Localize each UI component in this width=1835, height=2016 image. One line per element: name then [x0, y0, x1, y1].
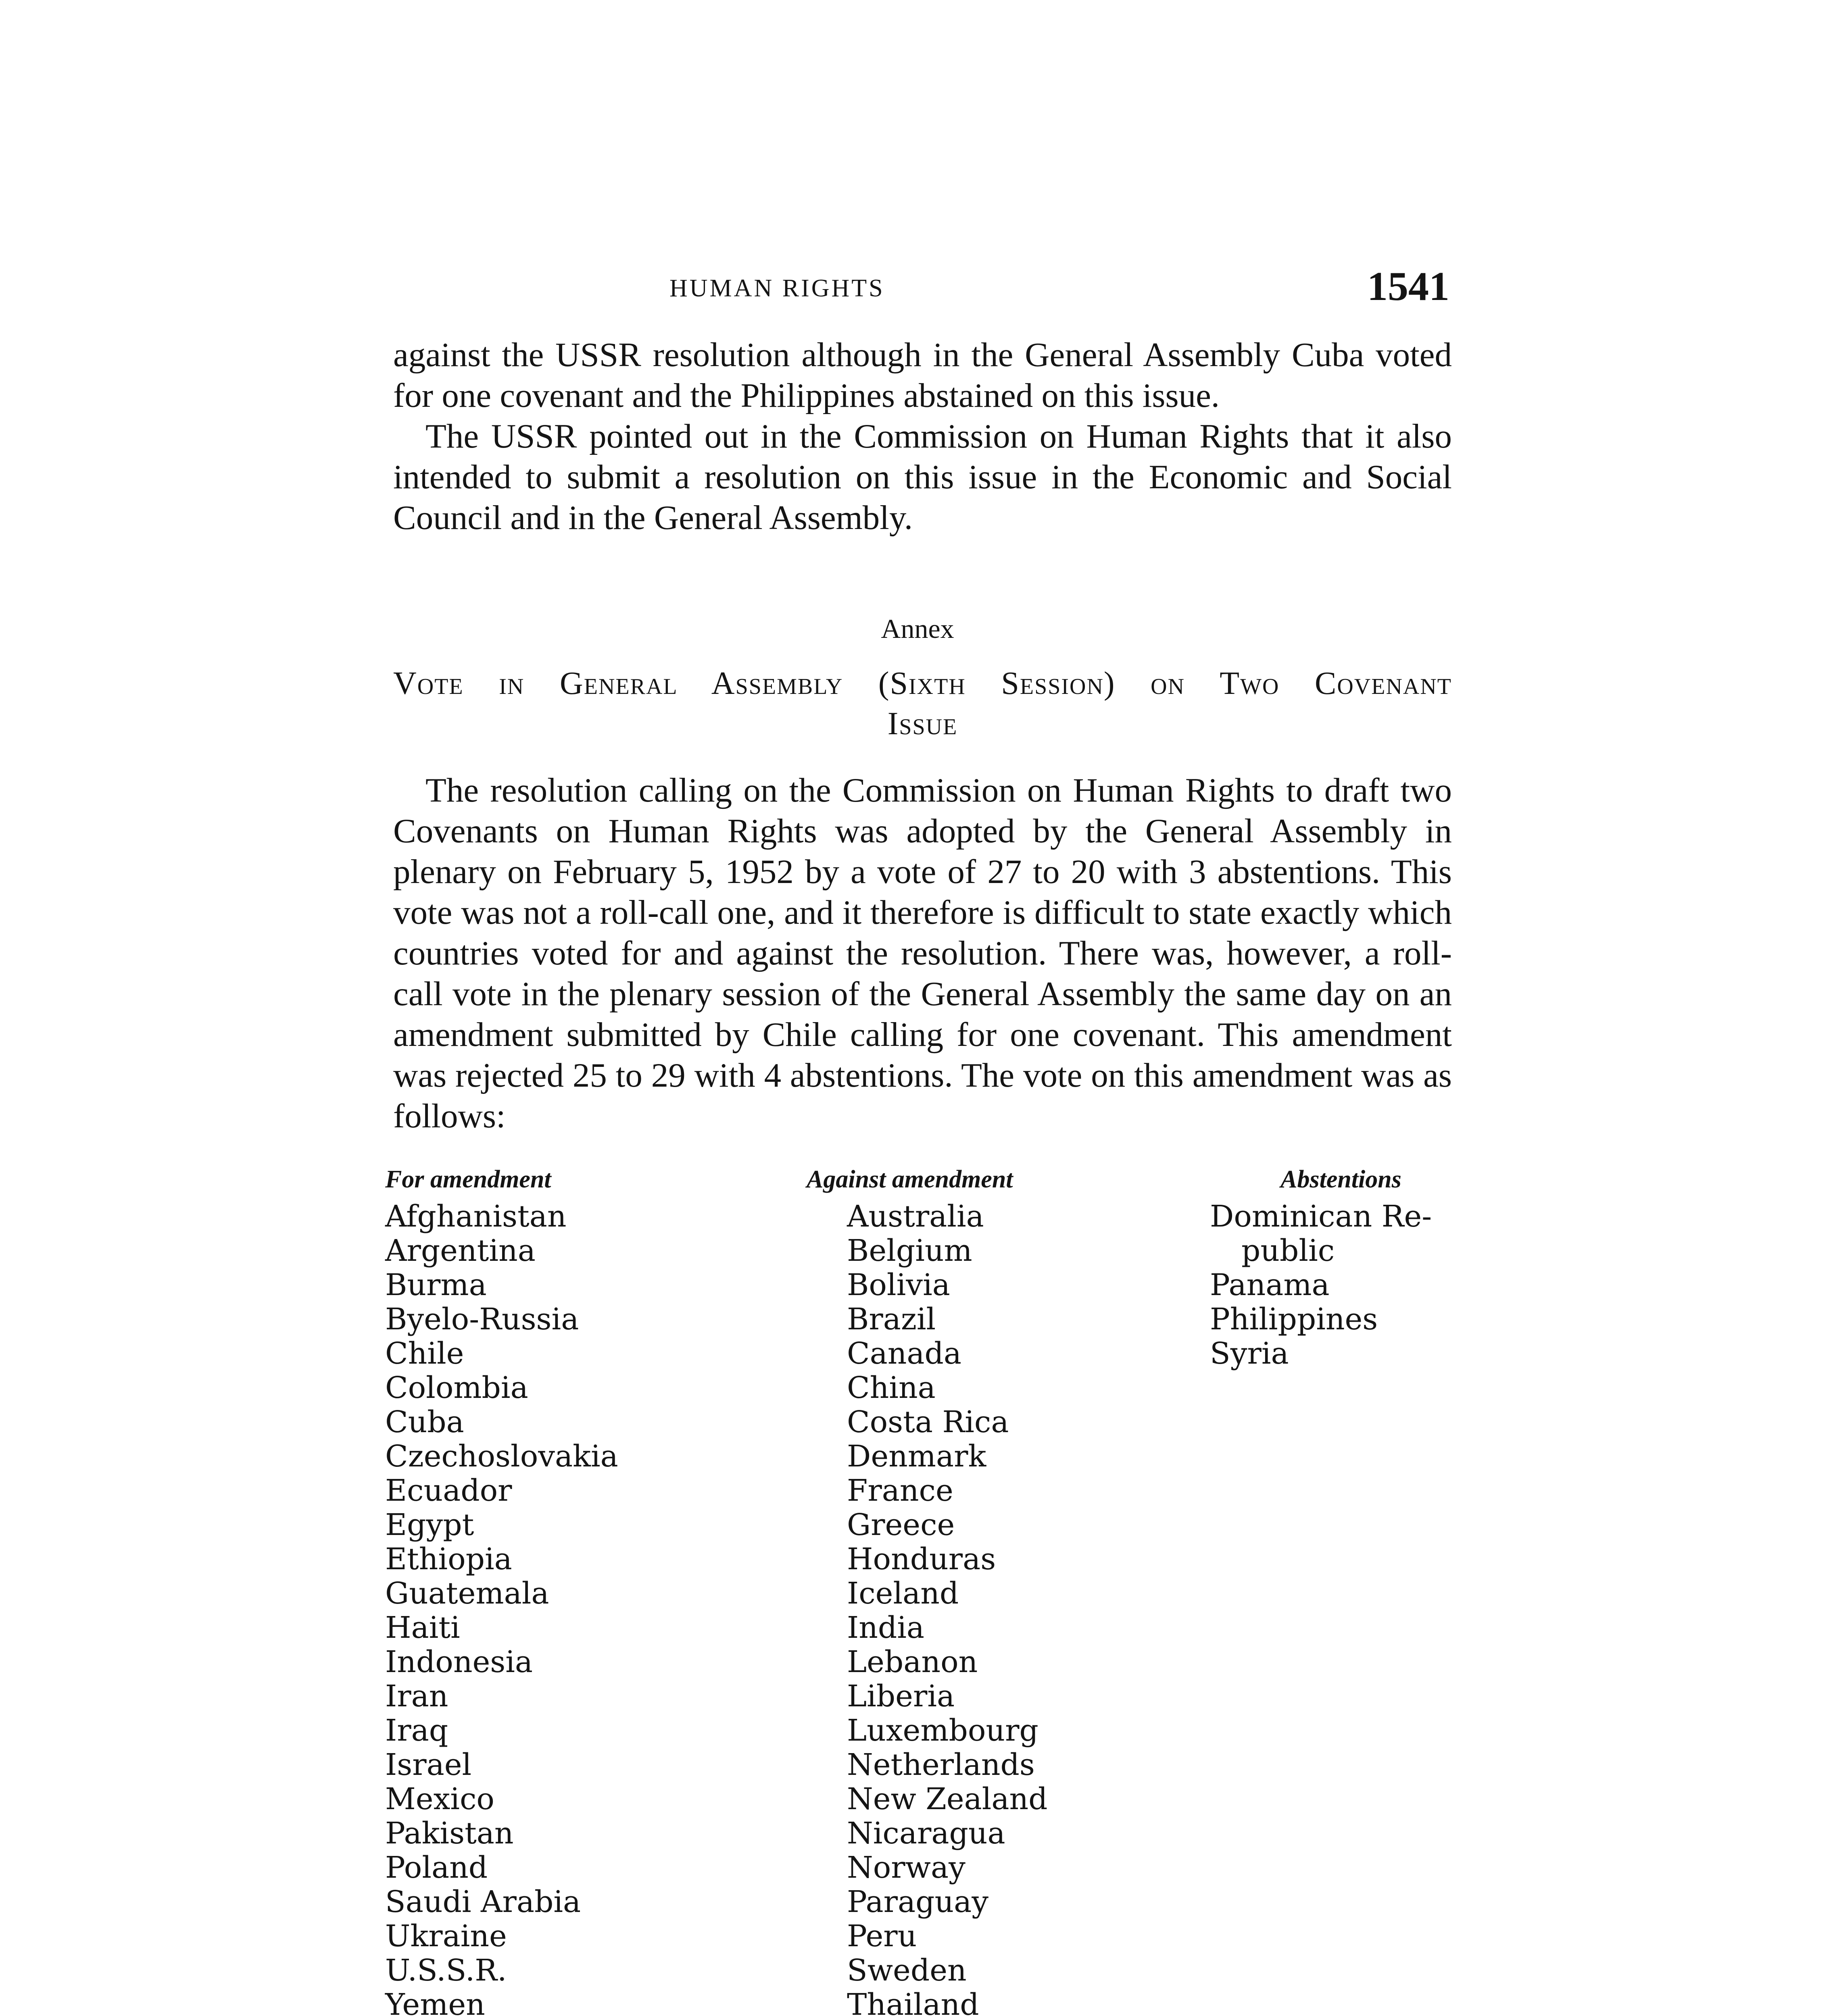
annex-title: [393, 663, 1452, 744]
country-item: Costa Rica: [847, 1405, 1009, 1439]
country-item: Belgium: [847, 1233, 972, 1268]
country-item: Yemen: [385, 1987, 485, 2016]
country-item: Ecuador: [385, 1473, 512, 1508]
country-item: Lebanon: [847, 1645, 978, 1679]
country-item: Paraguay: [847, 1885, 989, 1919]
running-head: HUMAN RIGHTS: [669, 275, 885, 302]
annex-title-line-2: Issue: [887, 706, 958, 741]
against-amendment-heading: Against amendment: [807, 1166, 1013, 1193]
country-item: Colombia: [385, 1370, 528, 1405]
intro-paragraph-1: against the USSR resolution although in the General Assembly Cuba voted for one covenant and the Philippines abstained on this issue.: [393, 336, 1452, 414]
country-item: Saudi Arabia: [385, 1885, 581, 1919]
country-item: Australia: [847, 1199, 984, 1234]
country-item: China: [847, 1370, 936, 1405]
country-item: Poland: [385, 1850, 488, 1885]
country-item: Honduras: [847, 1542, 996, 1577]
against-amendment-list: [807, 1200, 1190, 2016]
country-item: Pakistan: [385, 1816, 514, 1851]
country-item: Iran: [385, 1679, 448, 1714]
country-item: Denmark: [847, 1439, 986, 1474]
country-item: Afghanistan: [385, 1199, 567, 1234]
for-amendment-list: [385, 1200, 768, 2016]
country-item: India: [847, 1610, 925, 1645]
annex-title-line-1: Vote in General Assembly (Sixth Session) on Two Covenant: [393, 666, 1452, 701]
country-item: Czechoslovakia: [385, 1439, 618, 1474]
country-item: Luxembourg: [847, 1713, 1038, 1748]
country-item: Cuba: [385, 1405, 464, 1439]
country-item: Iraq: [385, 1713, 448, 1748]
country-item: Thailand: [847, 1987, 979, 2016]
annex-body: [393, 770, 1452, 1137]
country-item: Sweden: [847, 1953, 967, 1988]
country-item: Guatemala: [385, 1576, 549, 1611]
abstentions-column: [1210, 1163, 1472, 1371]
against-amendment-column: [807, 1163, 1190, 2016]
country-item: Syria: [1210, 1336, 1289, 1371]
page-number: 1541: [1367, 264, 1449, 309]
abstentions-list: [1210, 1200, 1472, 1371]
country-item: Philippines: [1210, 1302, 1378, 1337]
country-item: U.S.S.R.: [385, 1953, 507, 1988]
for-amendment-column: [385, 1163, 768, 2016]
intro-paragraph-2: The USSR pointed out in the Commission on Human Rights that it also intended to submit a resolution on this issue in the Economic and Social Council and in the General Assembly.: [393, 417, 1452, 537]
country-item: Ukraine: [385, 1919, 507, 1954]
country-item: Indonesia: [385, 1645, 533, 1679]
country-item: France: [847, 1473, 953, 1508]
for-amendment-heading: For amendment: [385, 1166, 551, 1193]
country-item: Greece: [847, 1508, 955, 1542]
country-item: Peru: [847, 1919, 917, 1954]
country-item: Panama: [1210, 1268, 1330, 1302]
country-item: Netherlands: [847, 1747, 1035, 1782]
country-item: Burma: [385, 1268, 487, 1302]
country-item: Dominican Re-: [1210, 1199, 1432, 1234]
country-item: Bolivia: [847, 1268, 950, 1302]
country-item: Egypt: [385, 1508, 474, 1542]
country-item: Nicaragua: [847, 1816, 1005, 1851]
country-item: Mexico: [385, 1782, 494, 1816]
country-item: Israel: [385, 1747, 472, 1782]
annex-body-paragraph: The resolution calling on the Commission on Human Rights to draft two Covenants on Human Rights was adopted by the General Assembly in plenary on February 5, 1952 by a vote of 27 to 20 with 3 abstentions. This vote was not a roll-call one, and it therefore is difficult to state exactly which countries voted for and against the resolution. There was, however, a roll-call vote in the plenary session of the General Assembly the same day on an amendment submitted by Chile calling for one covenant. This amendment was rejected 25 to 29 with 4 abstentions. The vote on this amendment was as follows:: [393, 771, 1452, 1135]
country-item: Chile: [385, 1336, 464, 1371]
country-item: Byelo-Russia: [385, 1302, 579, 1337]
country-item: Ethiopia: [385, 1542, 512, 1577]
abstentions-heading: Abstentions: [1280, 1166, 1401, 1193]
country-item: Norway: [847, 1850, 965, 1885]
country-item: Brazil: [847, 1302, 936, 1337]
country-item: Iceland: [847, 1576, 959, 1611]
intro-text: [393, 335, 1452, 538]
country-item: New Zealand: [847, 1782, 1048, 1816]
country-item: Haiti: [385, 1610, 460, 1645]
country-item: Canada: [847, 1336, 962, 1371]
country-item: Argentina: [385, 1233, 536, 1268]
country-item: Liberia: [847, 1679, 955, 1714]
annex-label: Annex: [881, 613, 954, 644]
country-item: public: [1241, 1233, 1335, 1268]
